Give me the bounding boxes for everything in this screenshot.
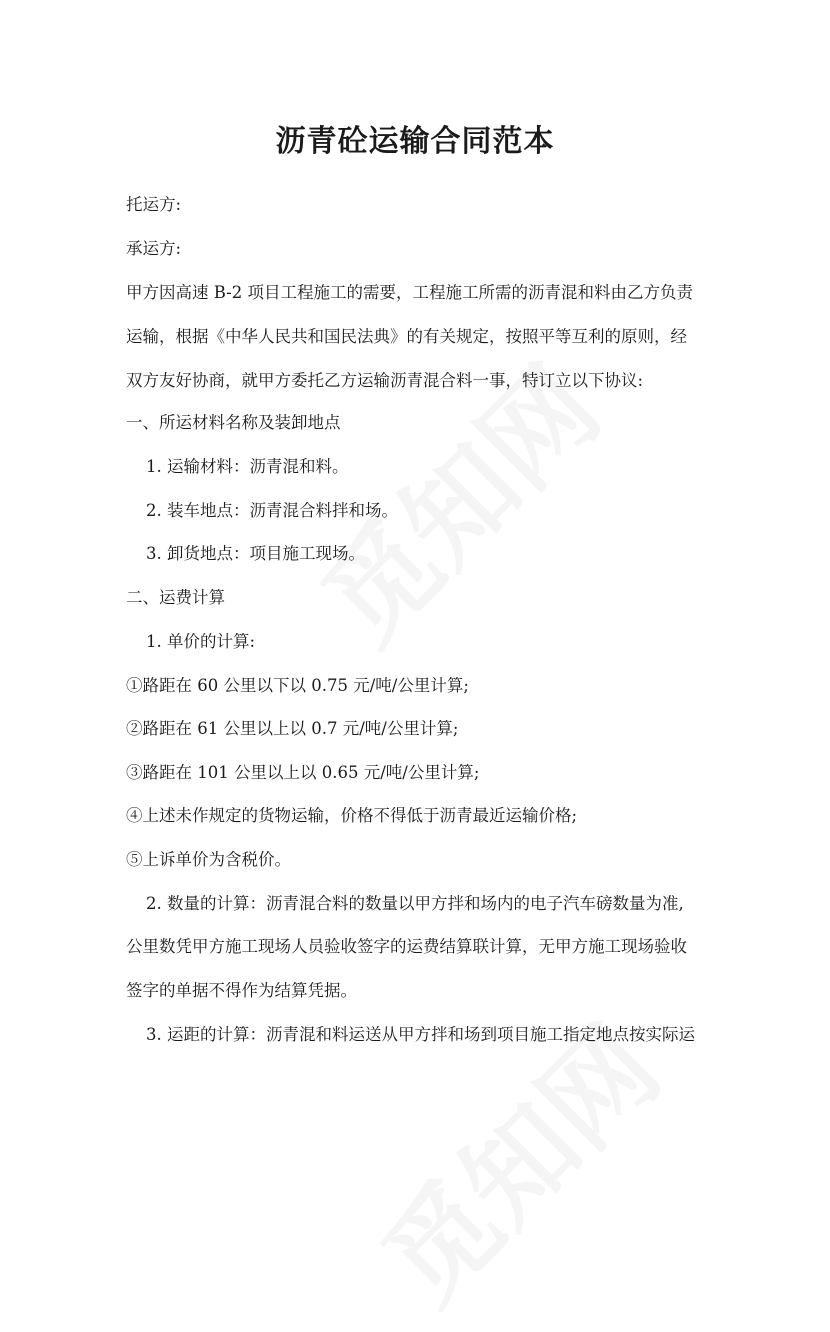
paragraph-line: 3. 运距的计算：沥青混和料运送从甲方拌和场到项目施工指定地点按实际运 [146, 1025, 695, 1044]
paragraph-line: 运输，根据《中华人民共和国民法典》的有关规定，按照平等互利的原则，经 [126, 327, 687, 346]
list-item: ①路距在 60 公里以下以 0.75 元/吨/公里计算; [126, 676, 469, 695]
list-item: ④上述未作规定的货物运输，价格不得低于沥青最近运输价格; [126, 806, 578, 825]
paragraph-line: 2. 数量的计算：沥青混合料的数量以甲方拌和场内的电子汽车磅数量为准, [146, 894, 684, 913]
paragraph-line: 承运方: [126, 239, 182, 258]
list-item: 1. 运输材料：沥青混和料。 [146, 457, 349, 476]
paragraph-line: 托运方: [126, 195, 182, 214]
section-heading: 一、所运材料名称及装卸地点 [126, 413, 341, 432]
list-item: 2. 装车地点：沥青混合料拌和场。 [146, 501, 398, 520]
list-item: ②路距在 61 公里以上以 0.7 元/吨/公里计算; [126, 719, 459, 738]
list-item: ③路距在 101 公里以上以 0.65 元/吨/公里计算; [126, 763, 480, 782]
paragraph-line: 甲方因高速 B-2 项目工程施工的需要，工程施工所需的沥青混和料由乙方负责 [126, 283, 693, 302]
paragraph-line: 签字的单据不得作为结算凭据。 [126, 981, 357, 1000]
list-item: 1. 单价的计算: [146, 632, 256, 651]
paragraph-line: 双方友好协商，就甲方委托乙方运输沥青混合料一事，特订立以下协议: [126, 371, 644, 390]
paragraph-line: 公里数凭甲方施工现场人员验收签字的运费结算联计算，无甲方施工现场验收 [126, 937, 687, 956]
document-title: 沥青砼运输合同范本 [275, 124, 555, 159]
list-item: ⑤上诉单价为含税价。 [126, 850, 291, 869]
section-heading: 二、运费计算 [126, 588, 225, 607]
list-item: 3. 卸货地点：项目施工现场。 [146, 544, 365, 563]
